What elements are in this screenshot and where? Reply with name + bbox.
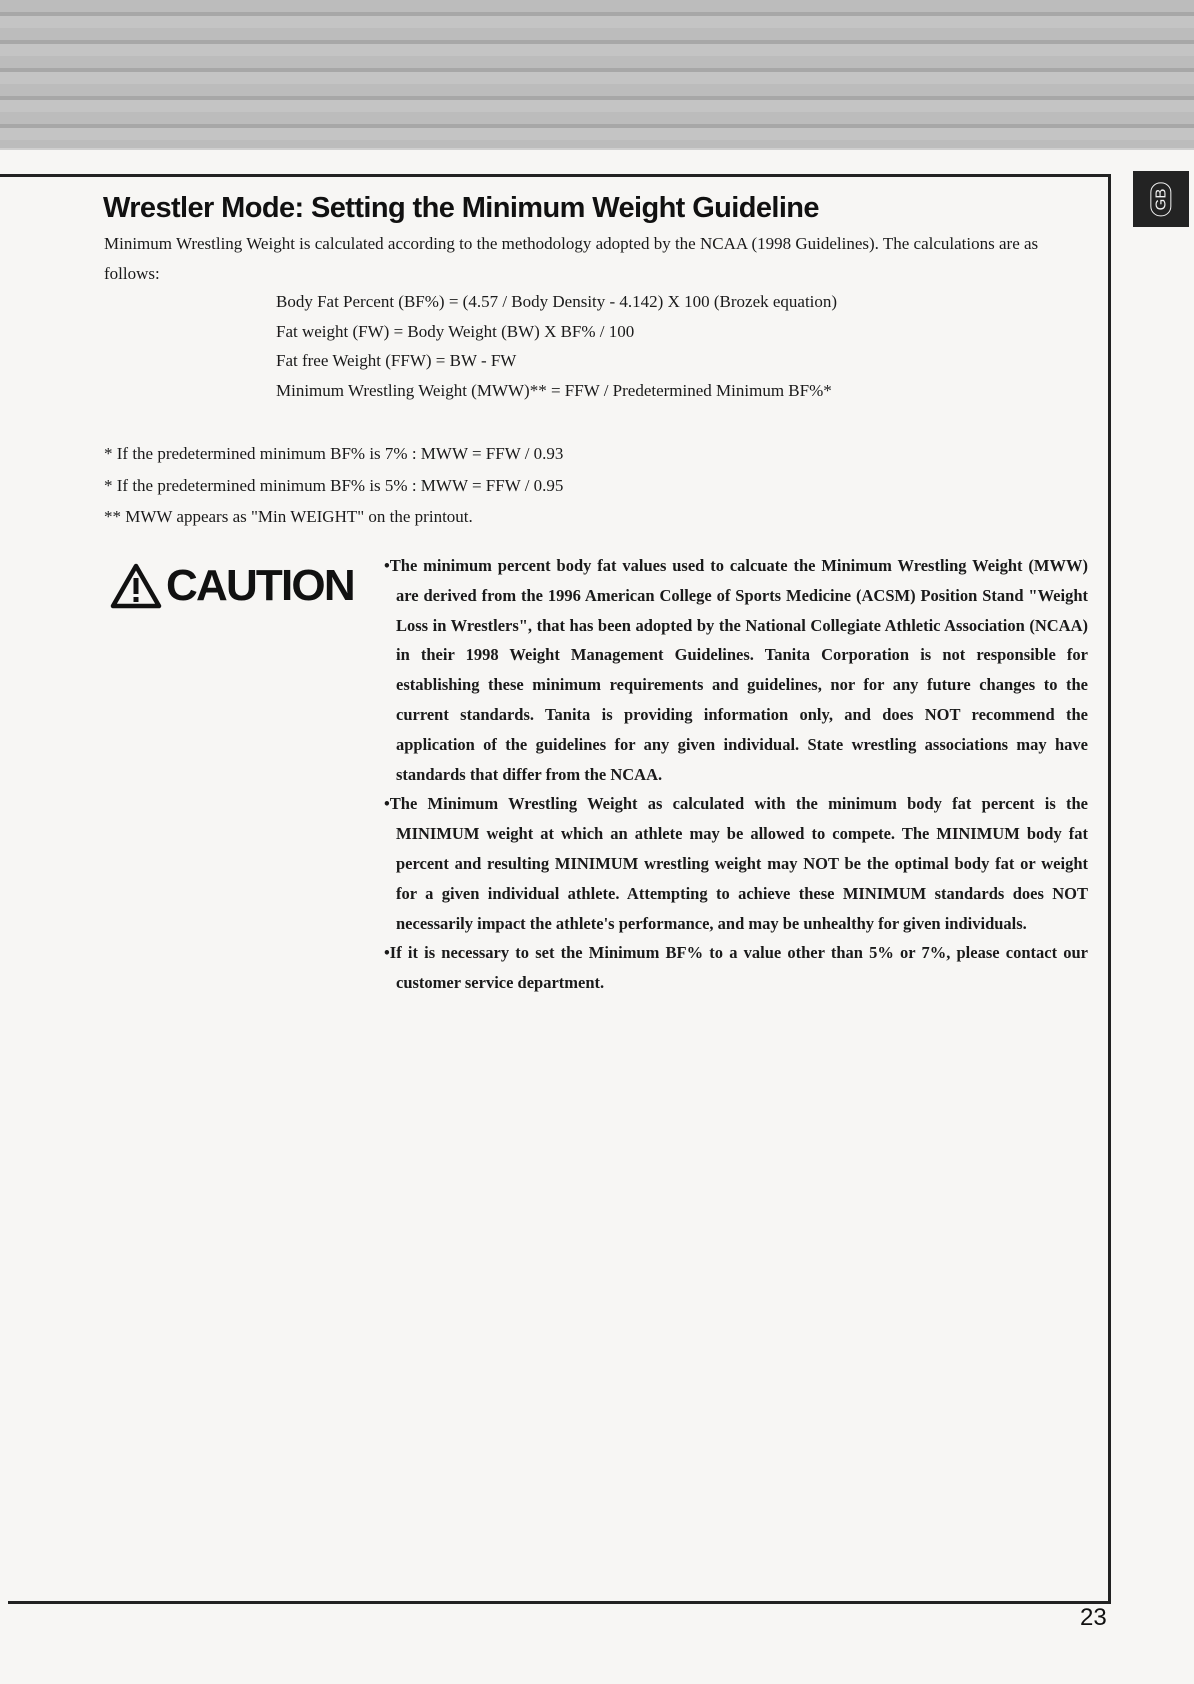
- warning-triangle-icon: [110, 563, 162, 609]
- formula-list: [276, 287, 1096, 405]
- formula-line: Fat free Weight (FFW) = BW - FW: [276, 351, 517, 370]
- caution-heading: CAUTION: [166, 561, 354, 610]
- page-number: 23: [1080, 1604, 1107, 1631]
- footnotes: [104, 438, 1004, 533]
- caution-paragraph: •The Minimum Wrestling Weight as calculated with the minimum body fat percent is the MINIMUM weight at which an athlete may be allowed to compete. The MINIMUM body fat percent and resulting MINIMUM wrestling weight may NOT be the optimal body fat or weight for a given individual athlete. Attempting to achieve these MINIMUM standards does NOT necessarily impact the athlete's performance, and may be unhealthy for given individuals.: [384, 794, 1088, 933]
- language-tab: [1133, 171, 1189, 227]
- caution-text: [384, 551, 1088, 998]
- caution-paragraph: •The minimum percent body fat values used to calcuate the Minimum Wrestling Weight (MWW) are derived from the 1996 American College of Sports Medicine (ACSM) Position Stand "Weight Loss in Wrestlers", that has been adopted by the National Collegiate Athletic Association (NCAA) in their 1998 Weight Management Guidelines. Tanita Corporation is not responsible for establishing these minimum requirements and guidelines, nor for any future changes to the current standards. Tanita is providing information only, and does NOT recommend the application of the guidelines for any given individual. State wrestling associations may have standards that differ from the NCAA.: [384, 556, 1088, 784]
- footnote: ** MWW appears as "Min WEIGHT" on the printout.: [104, 507, 473, 526]
- caution-label: [110, 556, 370, 616]
- language-tab-label: GB: [1151, 182, 1172, 216]
- formula-line: Minimum Wrestling Weight (MWW)** = FFW / Predetermined Minimum BF%*: [276, 380, 832, 400]
- formula-line: Fat weight (FW) = Body Weight (BW) X BF% / 100: [276, 321, 635, 341]
- section-heading: Wrestler Mode: Setting the Minimum Weight Guideline: [103, 192, 819, 224]
- footnote: * If the predetermined minimum BF% is 7% : MWW = FFW / 0.93: [104, 444, 564, 463]
- intro-paragraph: Minimum Wrestling Weight is calculated according to the methodology adopted by the NCAA (1998 Guidelines). The calculations are as follows:: [104, 234, 1039, 283]
- header-banner: [0, 0, 1194, 150]
- formula-line: Body Fat Percent (BF%) = (4.57 / Body Density - 4.142) X 100 (Brozek equation): [276, 292, 838, 311]
- caution-paragraph: •If it is necessary to set the Minimum BF% to a value other than 5% or 7%, please contact our customer service department.: [384, 943, 1088, 993]
- footnote: * If the predetermined minimum BF% is 5% : MWW = FFW / 0.95: [104, 475, 564, 495]
